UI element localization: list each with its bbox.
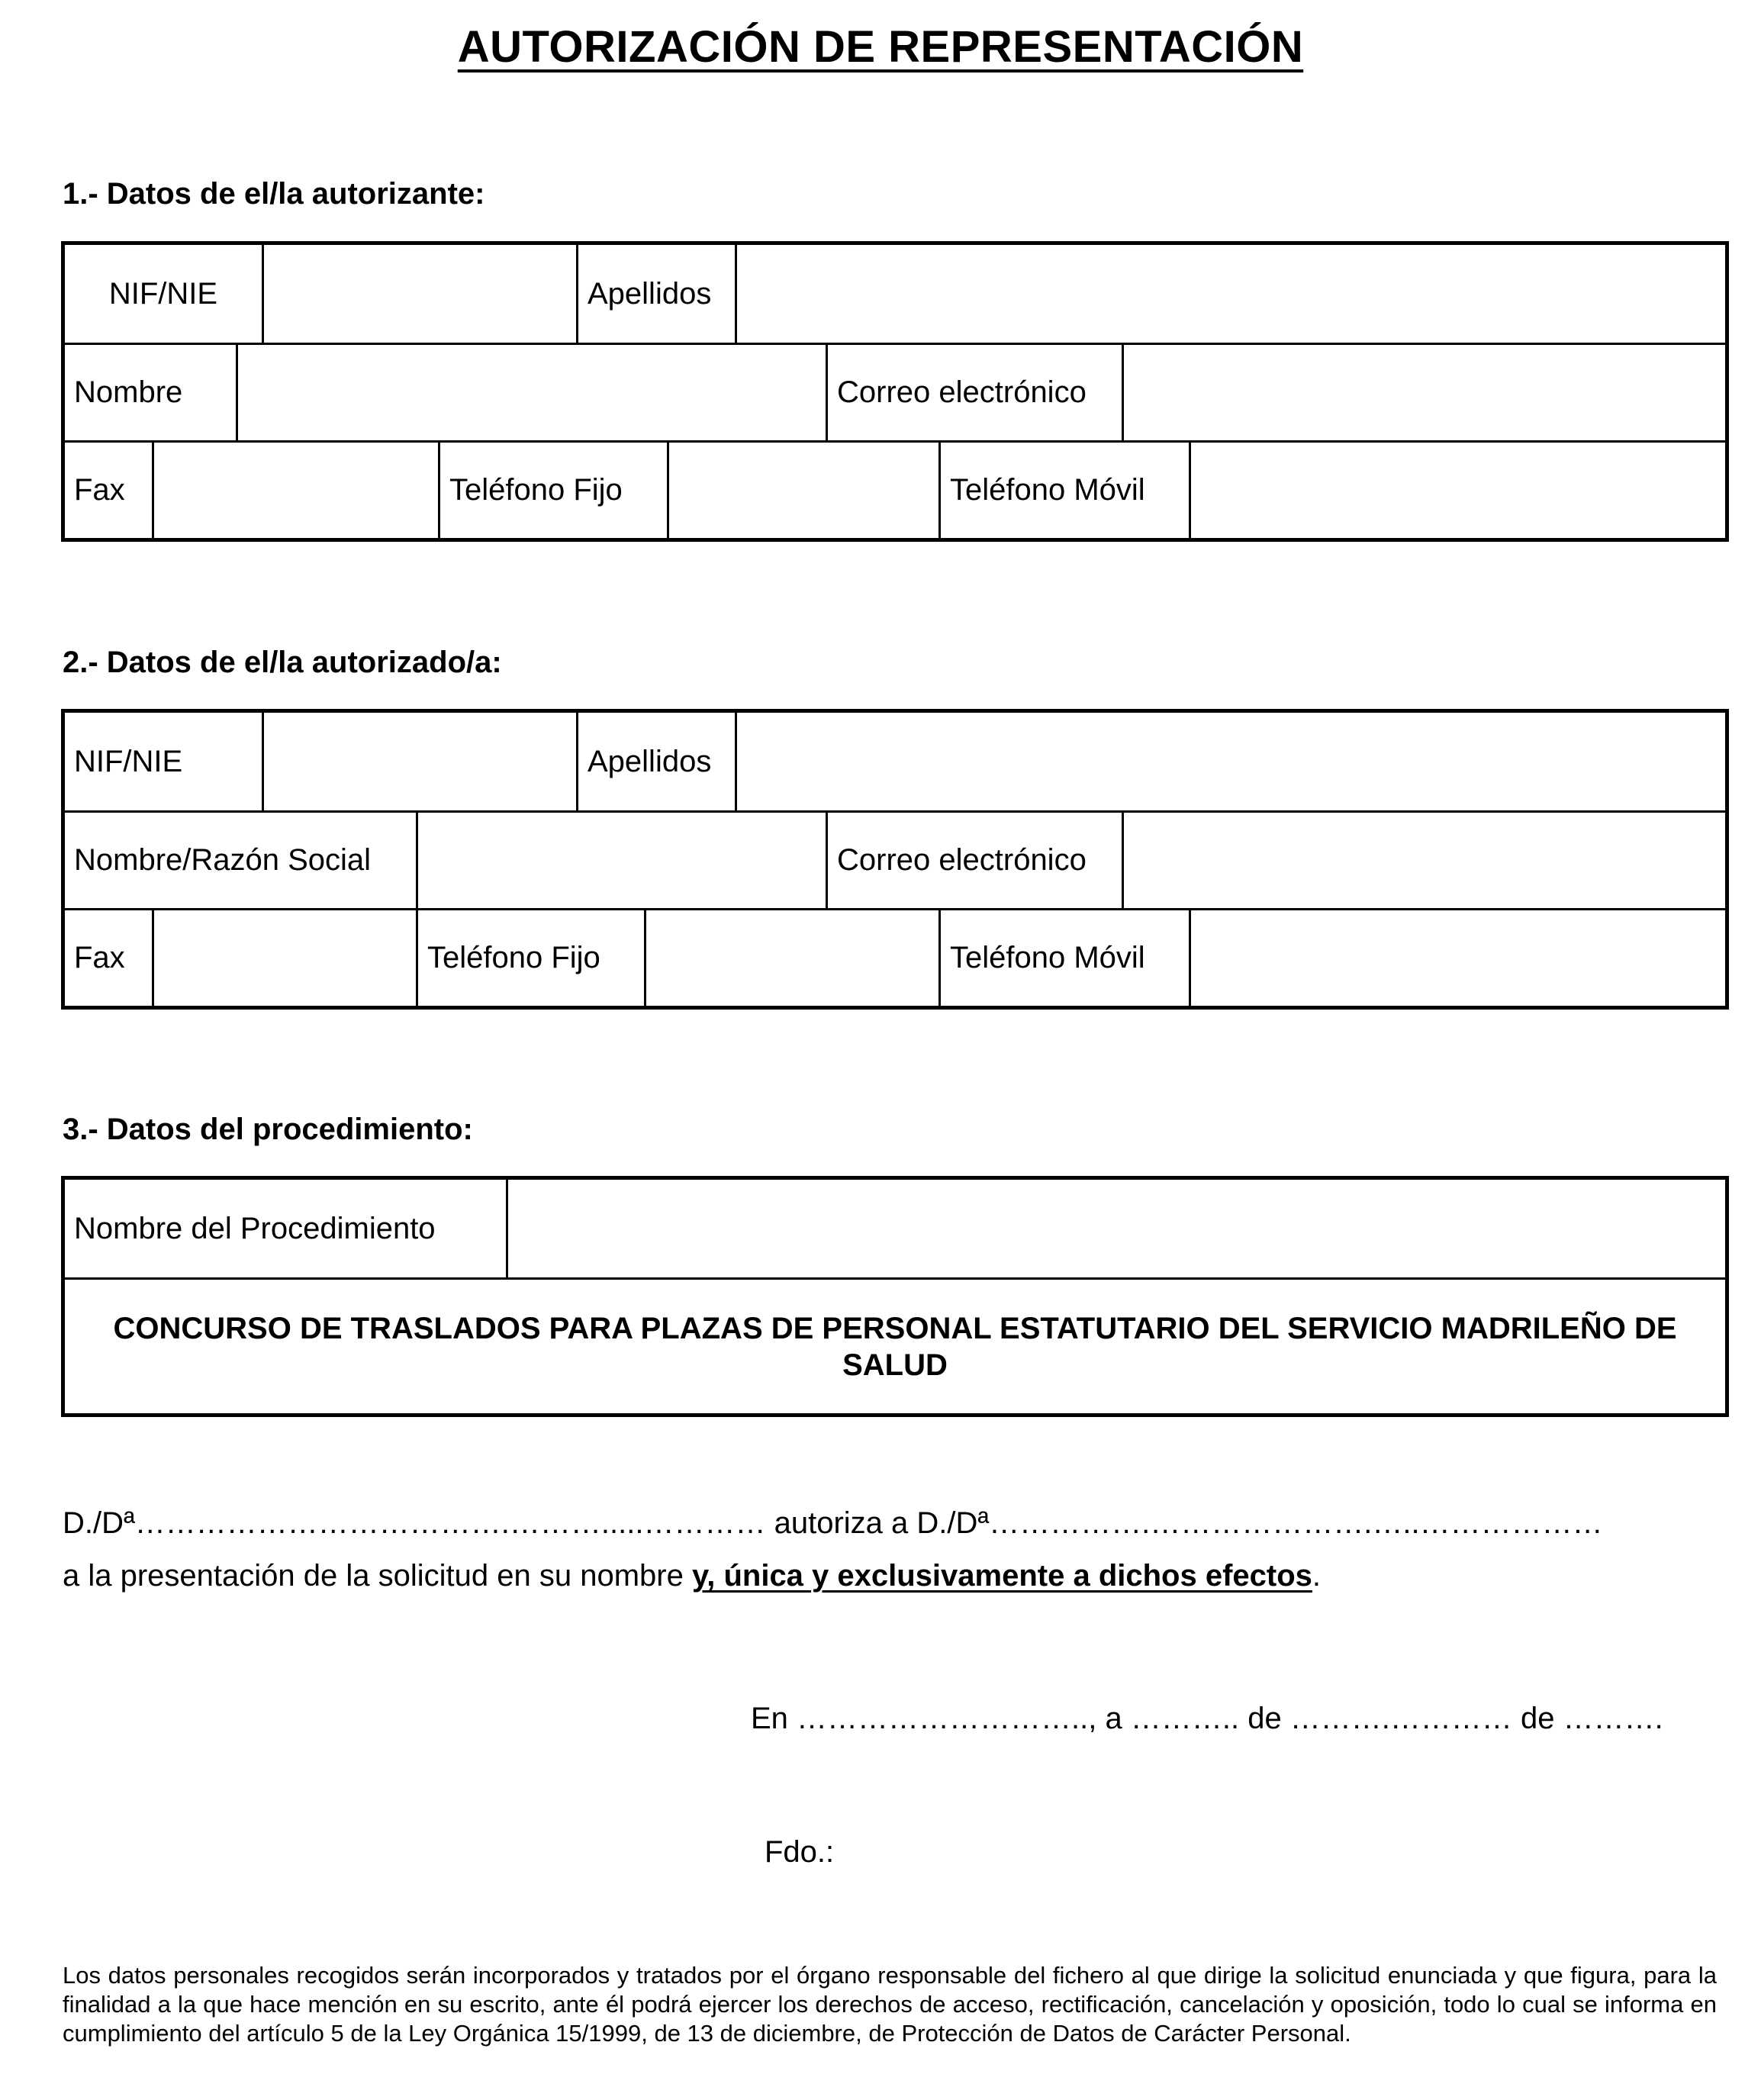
authorizer-apellidos-field[interactable] bbox=[735, 245, 1725, 343]
authorized-apellidos-field[interactable] bbox=[735, 713, 1725, 810]
authorized-telefono-fijo-field[interactable] bbox=[644, 910, 938, 1006]
authorizer-apellidos-label: Apellidos bbox=[576, 245, 735, 343]
authorizer-correo-label: Correo electrónico bbox=[826, 345, 1122, 440]
authorized-row-1 bbox=[65, 713, 1725, 810]
authorization-line-2-suffix: . bbox=[1312, 1559, 1322, 1593]
authorizer-telefono-movil-label: Teléfono Móvil bbox=[938, 443, 1189, 538]
section2-heading: 2.- Datos de el/la autorizado/a: bbox=[63, 646, 502, 679]
authorizer-telefono-fijo-label: Teléfono Fijo bbox=[438, 443, 667, 538]
section3-heading: 3.- Datos del procedimiento: bbox=[63, 1113, 473, 1146]
authorizer-fax-label: Fax bbox=[74, 473, 125, 507]
procedure-name-field[interactable] bbox=[506, 1180, 1725, 1277]
authorizer-fax-field[interactable] bbox=[152, 443, 438, 538]
authorized-correo-label: Correo electrónico bbox=[826, 813, 1122, 908]
procedure-row-1 bbox=[65, 1180, 1725, 1277]
authorized-table bbox=[61, 709, 1729, 1010]
authorized-fax-field[interactable] bbox=[152, 910, 416, 1006]
authorizer-table bbox=[61, 241, 1729, 542]
procedure-name-value: CONCURSO DE TRASLADOS PARA PLAZAS DE PERSONAL ESTATUTARIO DEL SERVICIO MADRILEÑO DE SALUD bbox=[65, 1277, 1725, 1413]
authorizer-telefono-movil-field[interactable] bbox=[1189, 443, 1725, 538]
authorized-row-3 bbox=[65, 908, 1725, 1006]
authorized-fax-label: Fax bbox=[74, 941, 125, 974]
authorized-telefono-movil-field[interactable] bbox=[1189, 910, 1725, 1006]
authorization-line-2 bbox=[63, 1559, 1321, 1593]
place-date-line: En ……………………….., a ……….. de ……….………… de ………. bbox=[751, 1702, 1663, 1735]
authorizer-row-1 bbox=[65, 245, 1725, 343]
authorized-row-2 bbox=[65, 810, 1725, 908]
authorized-nif-label: NIF/NIE bbox=[74, 744, 183, 778]
authorizer-row-3 bbox=[65, 440, 1725, 538]
authorized-nombre-field[interactable] bbox=[416, 813, 826, 908]
authorizer-correo-field[interactable] bbox=[1122, 345, 1725, 440]
authorization-line-2-emphasis: y, única y exclusivamente a dichos efectos bbox=[691, 1559, 1312, 1593]
authorized-apellidos-label: Apellidos bbox=[576, 713, 735, 810]
authorized-telefono-fijo-label: Teléfono Fijo bbox=[416, 910, 644, 1006]
authorizer-nombre-field[interactable] bbox=[236, 345, 826, 440]
signature-label: Fdo.: bbox=[765, 1835, 835, 1869]
privacy-notice: Los datos personales recogidos serán incorporados y tratados por el órgano responsable del fichero al que dirige la solicitud enunciada y que figura, para la finalidad a la que hace mención en su escrito, ante él podrá ejercer los derechos de acceso, rectificación, cancelación y oposición, todo lo cual se informa en cumplimiento del artículo 5 de la Ley Orgánica 15/1999, de 13 de diciembre, de Protección de Datos de Carácter Personal. bbox=[63, 1962, 1717, 2047]
document-title: AUTORIZACIÓN DE REPRESENTACIÓN bbox=[457, 22, 1304, 72]
authorizer-nif-field[interactable] bbox=[262, 245, 576, 343]
authorized-nombre-label: Nombre/Razón Social bbox=[74, 843, 372, 877]
authorizer-nif-label: NIF/NIE bbox=[108, 276, 218, 311]
procedure-table bbox=[61, 1176, 1729, 1417]
authorized-nif-field[interactable] bbox=[262, 713, 576, 810]
procedure-name-label: Nombre del Procedimiento bbox=[74, 1211, 436, 1245]
section1-heading: 1.- Datos de el/la autorizante: bbox=[63, 177, 485, 211]
authorizer-nombre-label: Nombre bbox=[74, 375, 183, 409]
authorization-line-2-prefix: a la presentación de la solicitud en su nombre bbox=[63, 1559, 692, 1593]
authorized-correo-field[interactable] bbox=[1122, 813, 1725, 908]
authorized-telefono-movil-label: Teléfono Móvil bbox=[938, 910, 1189, 1006]
authorizer-row-2 bbox=[65, 343, 1725, 440]
authorizer-telefono-fijo-field[interactable] bbox=[667, 443, 938, 538]
authorization-line-1: D./Dª……………………………….……….....………… autoriza a D./Dª…………….………………….…..……………… bbox=[63, 1506, 1603, 1540]
